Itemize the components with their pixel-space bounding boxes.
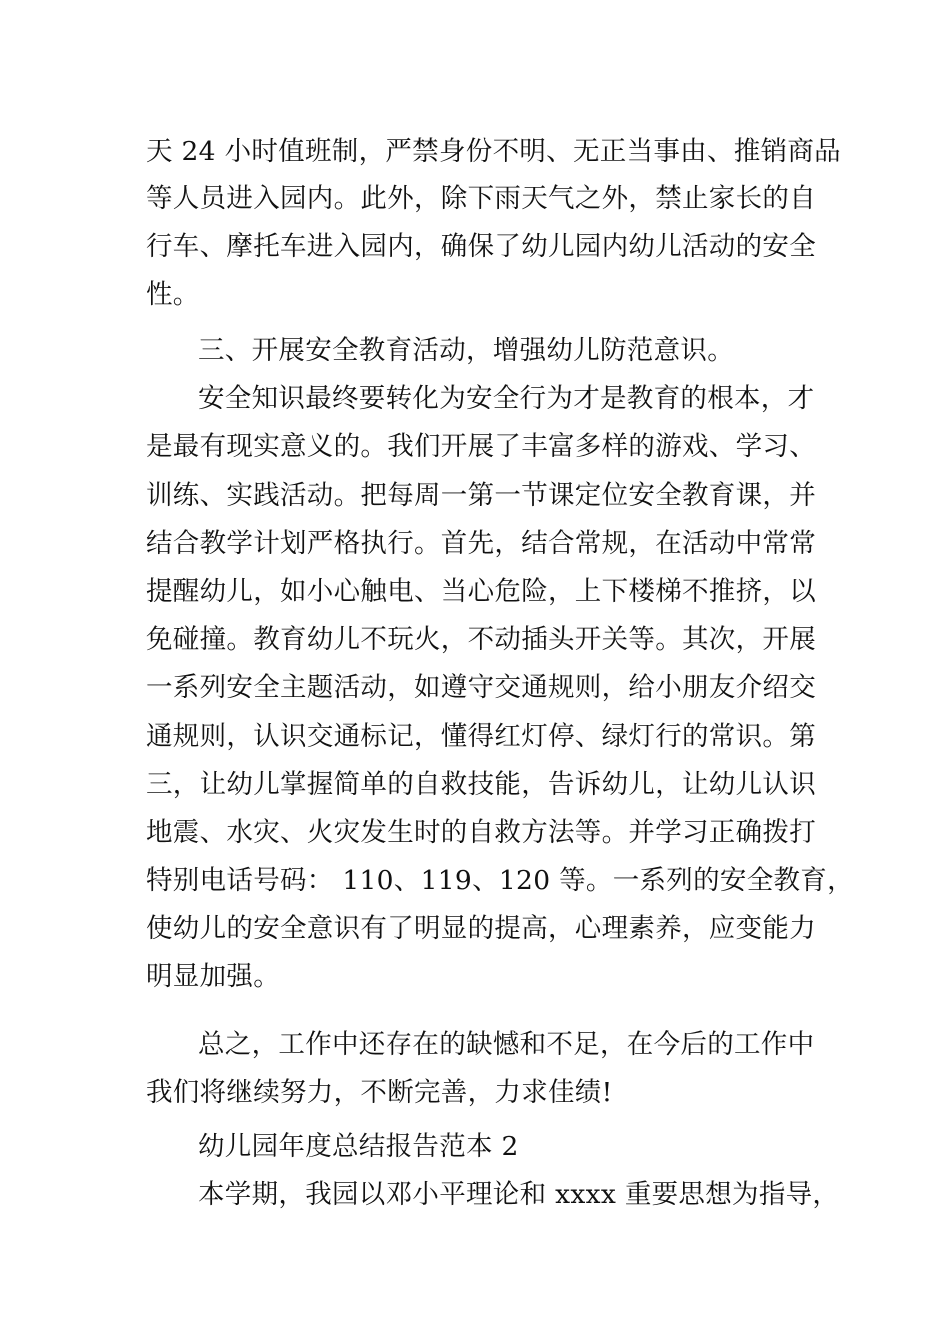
text-line: 我们将继续努力，不断完善，力求佳绩!: [146, 1077, 613, 1108]
text-line: 提醒幼儿，如小心触电、当心危险，上下楼梯不推挤，以: [146, 576, 816, 607]
text-line: 天 24 小时值班制，严禁身份不明、无正当事由、推销商品: [146, 136, 841, 167]
text-line: 通规则，认识交通标记，懂得红灯停、绿灯行的常识。第: [146, 721, 816, 752]
text-line: 一系列安全主题活动，如遵守交通规则，给小朋友介绍交: [146, 672, 816, 703]
text-line: 安全知识最终要转化为安全行为才是教育的根本，才: [198, 383, 815, 414]
text-line: 使幼儿的安全意识有了明显的提高，心理素养，应变能力: [146, 913, 816, 944]
text-line: 地震、水灾、火灾发生时的自救方法等。并学习正确拨打: [146, 817, 816, 848]
section-heading: 三、开展安全教育活动，增强幼儿防范意识。: [198, 335, 734, 366]
text-line: 明显加强。: [146, 961, 280, 992]
text-line: 免碰撞。教育幼儿不玩火，不动插头开关等。其次，开展: [146, 624, 816, 655]
text-line: 结合教学计划严格执行。首先，结合常规，在活动中常常: [146, 528, 816, 559]
text-line: 行车、摩托车进入园内，确保了幼儿园内幼儿活动的安全: [146, 231, 816, 262]
text-line: 特别电话号码： 110、119、120 等。一系列的安全教育，: [146, 865, 854, 896]
text-line: 等人员进入园内。此外，除下雨天气之外，禁止家长的自: [146, 183, 816, 214]
text-line: 训练、实践活动。把每周一第一节课定位安全教育课，并: [146, 480, 816, 511]
text-line: 是最有现实意义的。我们开展了丰富多样的游戏、学习、: [146, 431, 816, 462]
text-line: 性。: [146, 279, 200, 310]
section-title: 幼儿园年度总结报告范本 2: [198, 1131, 519, 1162]
text-line: 三，让幼儿掌握简单的自救技能，告诉幼儿，让幼儿认识: [146, 769, 816, 800]
text-line: 总之，工作中还存在的缺憾和不足，在今后的工作中: [198, 1029, 815, 1060]
text-line: 本学期，我园以邓小平理论和 xxxx 重要思想为指导，: [198, 1179, 840, 1210]
